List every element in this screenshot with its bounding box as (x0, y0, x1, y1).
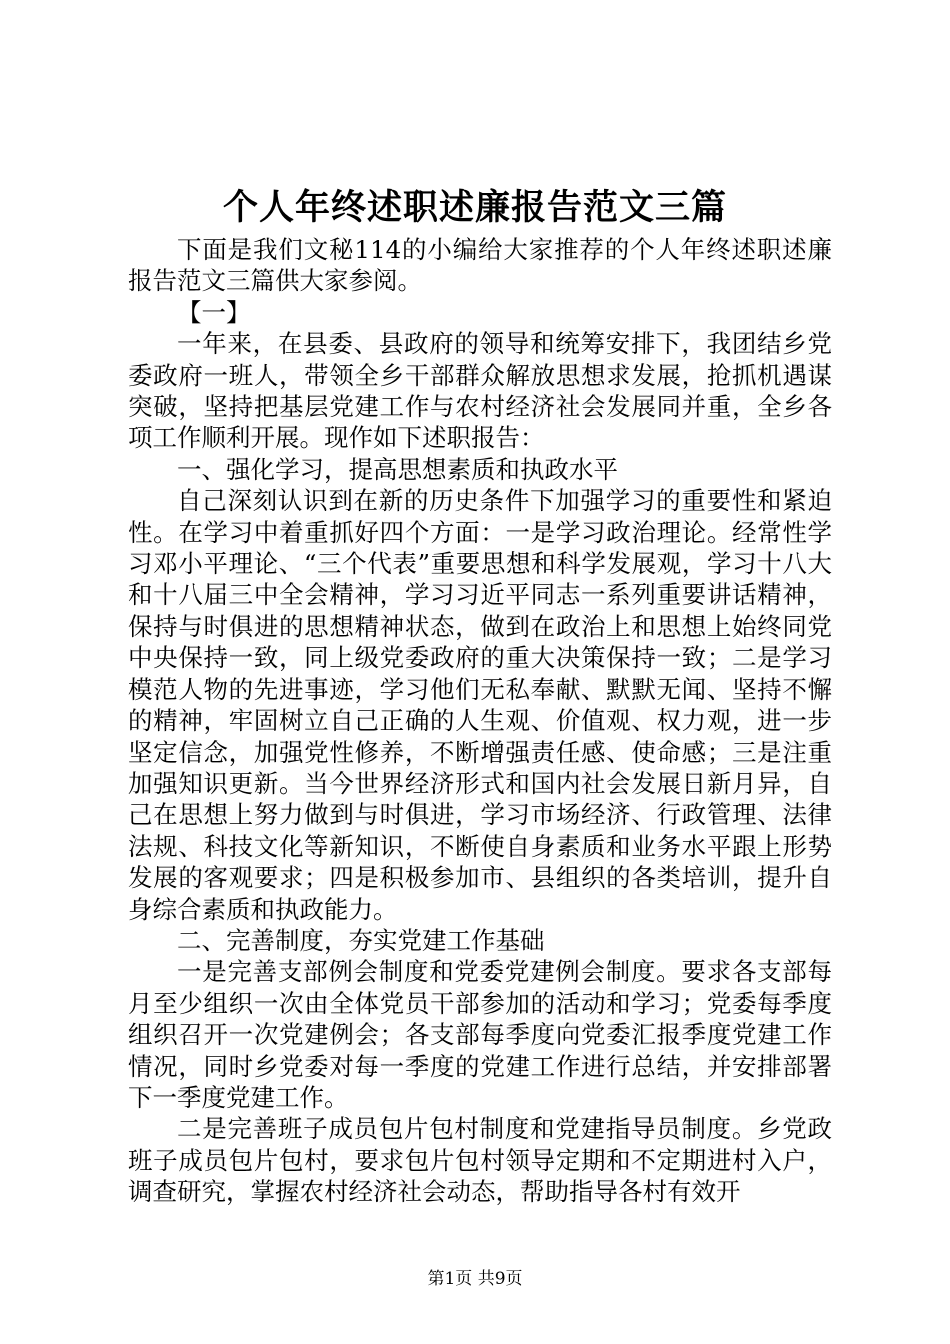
document-body (128, 234, 832, 1208)
section-heading: 一、强化学习，提高思想素质和执政水平 (177, 454, 618, 484)
section-marker: 【一】 (177, 297, 251, 327)
body-paragraph: 自己深刻认识到在新的历史条件下加强学习的重要性和紧迫性。在学习中着重抓好四个方面：一是学习政治理论。经常性学习邓小平理论、“三个代表”重要思想和科学发展观，学习十八大和十八届三中全会精神，学习习近平同志一系列重要讲话精神，保持与时俱进的思想精神状态，做到在政治上和思想上始终同党中央保持一致，同上级党委政府的重大决策保持一致；二是学习模范人物的先进事迹，学习他们无私奉献、默默无闻、坚持不懈的精神，牢固树立自己正确的人生观、价值观、权力观，进一步坚定信念，加强党性修养，不断增强责任感、使命感；三是注重加强知识更新。当今世界经济形式和国内社会发展日新月异，自己在思想上努力做到与时俱进，学习市场经济、行政管理、法律法规、科技文化等新知识，不断使自身素质和业务水平跟上形势发展的客观要求；四是积极参加市、县组织的各类培训，提升自身综合素质和执政能力。 (128, 486, 832, 924)
body-paragraph: 一年来，在县委、县政府的领导和统筹安排下，我团结乡党委政府一班人，带领全乡干部群众解放思想求发展，抢抓机遇谋突破，坚持把基层党建工作与农村经济社会发展同并重，全乡各项工作顺利开展。现作如下述职报告： (128, 329, 832, 453)
page-number-footer: 第1页 共9页 (427, 1269, 523, 1289)
intro-paragraph: 下面是我们文秘114的小编给大家推荐的个人年终述职述廉报告范文三篇供大家参阅。 (128, 235, 832, 296)
section-heading: 二、完善制度，夯实党建工作基础 (177, 925, 545, 955)
body-paragraph: 一是完善支部例会制度和党委党建例会制度。要求各支部每月至少组织一次由全体党员干部参加的活动和学习；党委每季度组织召开一次党建例会；各支部每季度向党委汇报季度党建工作情况，同时乡党委对每一季度的党建工作进行总结，并安排部署下一季度党建工作。 (128, 957, 832, 1112)
body-paragraph: 二是完善班子成员包片包村制度和党建指导员制度。乡党政班子成员包片包村，要求包片包村领导定期和不定期进村入户，调查研究，掌握农村经济社会动态，帮助指导各村有效开 (128, 1114, 832, 1207)
document-title: 个人年终述职述廉报告范文三篇 (222, 188, 727, 228)
